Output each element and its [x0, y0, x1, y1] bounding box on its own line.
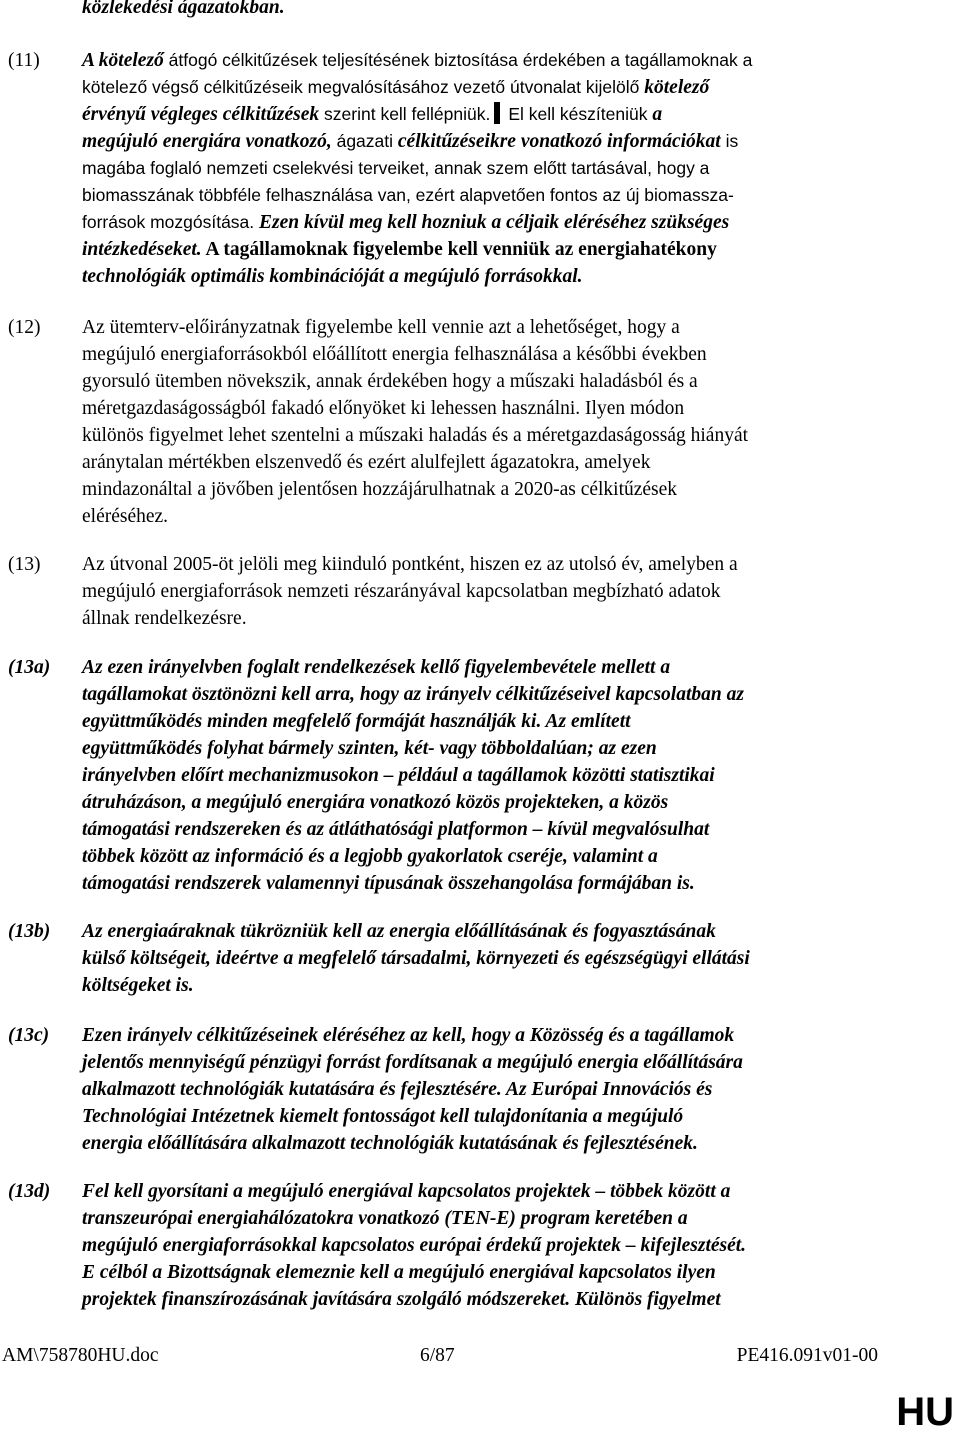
recital-line: Az ezen irányelvben foglalt rendelkezések kellő figyelembevétele mellett a	[82, 657, 671, 678]
recital-line: megújuló energiaforrásokból előállított energia felhasználása a későbbi években	[82, 344, 707, 365]
continuation-line: közlekedési ágazatokban.	[82, 0, 285, 18]
recital-line: megújuló energiaforrásokkal kapcsolatos európai érdekű projektek – kifejlesztését.	[82, 1235, 747, 1256]
recital-line: irányelvben előírt mechanizmusokon – például a tagállamok közötti statisztikai	[82, 765, 715, 786]
recital-line: technológiák optimális kombinációját a megújuló forrásokkal.	[82, 266, 583, 287]
recital-number: (13b)	[8, 921, 51, 942]
recital-line: átruházáson, a megújuló energiára vonatkozó közös projekteken, a közös	[82, 792, 669, 813]
recital-line: megújuló energiára vonatkozó, ágazati célkitűzéseikre vonatkozó információkat is	[82, 131, 739, 152]
recital-line: aránytalan mértékben elszenvedő és ezért alulfejlett ágazatokra, amelyek	[82, 452, 651, 473]
recital-line: alkalmazott technológiák kutatására és fejlesztésére. Az Európai Innovációs és	[82, 1079, 713, 1100]
recital-line: magába foglaló nemzeti cselekvési terveiket, annak szem előtt tartásával, hogy a	[82, 158, 710, 178]
recital-number: (13)	[8, 554, 41, 575]
recital-line: mindazonáltal a jövőben jelentősen hozzájárulhatnak a 2020-as célkitűzések	[82, 479, 678, 500]
recital-line: kötelező végső célkitűzéseik megvalósításához vezető útvonalat kijelölő kötelező	[82, 77, 710, 98]
recital-line: külső költségeit, ideértve a megfelelő társadalmi, környezeti és egészségügyi ellátási	[82, 948, 750, 969]
recital-number: (13c)	[8, 1025, 50, 1046]
recital-line: különös figyelmet lehet szentelni a műszaki haladás és a méretgazdaságosság hiányát	[82, 425, 749, 446]
change-bar-marker	[494, 102, 500, 124]
recital-line: eléréséhez.	[82, 506, 169, 527]
recital-line: biomasszának többféle felhasználása van, ezért alapvetően fontos az új biomassza-	[82, 185, 734, 205]
recital-line: Az ütemterv-előirányzatnak figyelembe kell vennie azt a lehetőséget, hogy a	[82, 317, 680, 338]
recital-line: gyorsuló ütemben növekszik, annak érdekében hogy a műszaki haladásból és a	[82, 371, 698, 392]
recital-line: E célból a Bizottságnak elemeznie kell a megújuló energiával kapcsolatos ilyen	[82, 1262, 716, 1283]
recital-line: megújuló energiaforrások nemzeti részarányával kapcsolatban megbízható adatok	[82, 581, 721, 602]
recital-number: (12)	[8, 317, 41, 338]
language-code: HU	[896, 1390, 954, 1434]
recital-line: támogatási rendszereken és az átláthatósági platformon – kívül megvalósulhat	[82, 819, 710, 840]
recital-line: többek között az információ és a legjobb gyakorlatok cseréje, valamint a	[82, 846, 658, 867]
recital-number: (13a)	[8, 657, 51, 678]
recital-line: intézkedéseket. A tagállamoknak figyelembe kell venniük az energiahatékony	[82, 239, 717, 260]
recital-line: költségeket is.	[82, 975, 194, 996]
recital-line: projektek finanszírozásának javítására szolgáló módszereket. Különös figyelmet	[82, 1289, 721, 1310]
recital-line: méretgazdaságosságból fakadó előnyöket ki lehessen használni. Ilyen módon	[82, 398, 685, 419]
recital-number: (11)	[8, 50, 40, 71]
recital-line: Ezen irányelv célkitűzéseinek eléréséhez az kell, hogy a Közösség és a tagállamok	[82, 1025, 735, 1046]
recital-line: együttműködés folyhat bármely szinten, két- vagy többoldalúan; az ezen	[82, 738, 657, 759]
recital-line: Technológiai Intézetnek kiemelt fontosságot kell tulajdonítania a megújuló	[82, 1106, 684, 1127]
recital-line: állnak rendelkezésre.	[82, 608, 247, 629]
recital-line: támogatási rendszerek valamennyi típusának összehangolása formájában is.	[82, 873, 695, 894]
recital-line: tagállamokat ösztönözni kell arra, hogy az irányelv célkitűzéseivel kapcsolatban az	[82, 684, 744, 705]
recital-line: források mozgósítása. Ezen kívül meg kell hozniuk a céljaik eléréséhez szükséges	[82, 212, 730, 233]
footer-doc-reference: AM\758780HU.doc	[2, 1345, 159, 1366]
footer-page-number: 6/87	[420, 1345, 455, 1366]
recital-line: Az útvonal 2005-öt jelöli meg kiinduló pontként, hiszen ez az utolsó év, amelyben a	[82, 554, 738, 575]
recital-line: Fel kell gyorsítani a megújuló energiával kapcsolatos projektek – többek között a	[82, 1181, 731, 1202]
recital-line: érvényű végleges célkitűzések szerint kell fellépniük. El kell készíteniük a	[82, 104, 663, 125]
recital-line: Az energiaáraknak tükrözniük kell az energia előállításának és fogyasztásának	[82, 921, 716, 942]
recital-line: transzeurópai energiahálózatokra vonatkozó (TEN-E) program keretében a	[82, 1208, 688, 1229]
recital-line: együttműködés minden megfelelő formáját használják ki. Az említett	[82, 711, 631, 732]
recital-line: A kötelező átfogó célkitűzések teljesítésének biztosítása érdekében a tagállamoknak a	[82, 50, 753, 71]
recital-line: jelentős mennyiségű pénzügyi forrást fordítsanak a megújuló energia előállítására	[82, 1052, 743, 1073]
recital-number: (13d)	[8, 1181, 51, 1202]
recital-line: energia előállítására alkalmazott technológiák kutatásának és fejlesztésének.	[82, 1133, 698, 1154]
footer-pe-reference: PE416.091v01-00	[736, 1345, 878, 1366]
